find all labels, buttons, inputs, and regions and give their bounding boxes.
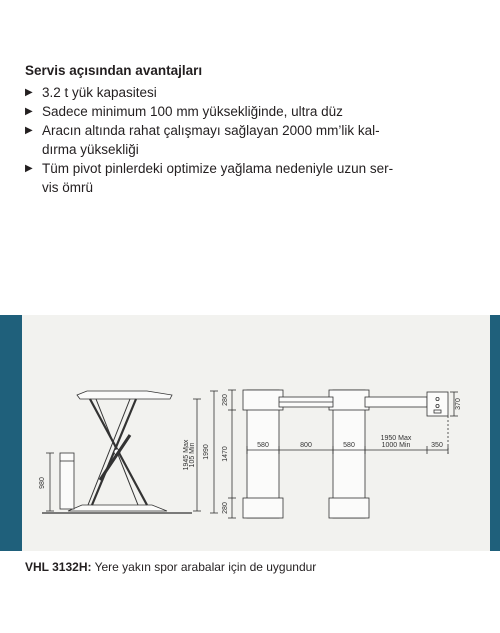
technical-drawing-panel — [22, 315, 490, 551]
advantage-text: 3.2 t yük kapasitesi — [42, 85, 157, 100]
advantage-text-line1: Aracın altında rahat çalışmayı sağlayan 2000 mm’lik kal- — [42, 123, 380, 138]
advantage-item — [25, 102, 485, 121]
dim-280-bottom-label: 280 — [222, 502, 229, 514]
bullet-arrow-icon: ▶ — [25, 163, 33, 174]
caption — [25, 559, 316, 575]
bullet-arrow-icon: ▶ — [25, 87, 33, 98]
band-left — [0, 315, 22, 551]
advantage-item — [25, 159, 485, 197]
advantage-text: Sadece minimum 100 mm yüksekliğinde, ultra düz — [42, 104, 343, 119]
advantage-text-line1: Tüm pivot pinlerdeki optimize yağlama nedeniyle uzun ser- — [42, 161, 394, 176]
advantage-item — [25, 83, 485, 102]
top-view-lift — [228, 390, 458, 518]
advantage-text-line2: dırma yüksekliği — [42, 142, 139, 157]
dim-lift-min-label: 105 Min — [189, 442, 196, 468]
bullet-arrow-icon: ▶ — [25, 106, 33, 117]
dim-580-left-label: 580 — [257, 442, 269, 449]
dim-1470-label: 1470 — [222, 446, 229, 462]
technical-drawing — [22, 315, 490, 551]
advantages-title: Servis açısından avantajları — [25, 63, 203, 78]
advantage-item — [25, 121, 485, 159]
bullet-arrow-icon: ▶ — [25, 125, 33, 136]
caption-model: VHL 3132H: — [25, 560, 92, 574]
caption-text: Yere yakın spor arabalar için de uygundur — [91, 560, 317, 574]
band-right — [490, 315, 500, 551]
dim-980-label: 980 — [39, 477, 46, 489]
dim-1990-label: 1990 — [203, 444, 210, 460]
advantages-section — [25, 62, 485, 197]
dim-280-top-label: 280 — [222, 394, 229, 406]
advantages-list — [25, 83, 485, 197]
dim-lift-max-label: 1945 Max — [183, 439, 190, 471]
dim-370-label: 370 — [455, 398, 462, 410]
advantage-text-line2: vis ömrü — [42, 180, 94, 195]
dim-reach-min-label: 1000 Min — [381, 442, 411, 449]
dim-350-label: 350 — [431, 442, 443, 449]
dim-reach-max-label: 1950 Max — [380, 435, 412, 442]
dim-800-label: 800 — [300, 442, 312, 449]
dim-580-right-label: 580 — [343, 442, 355, 449]
